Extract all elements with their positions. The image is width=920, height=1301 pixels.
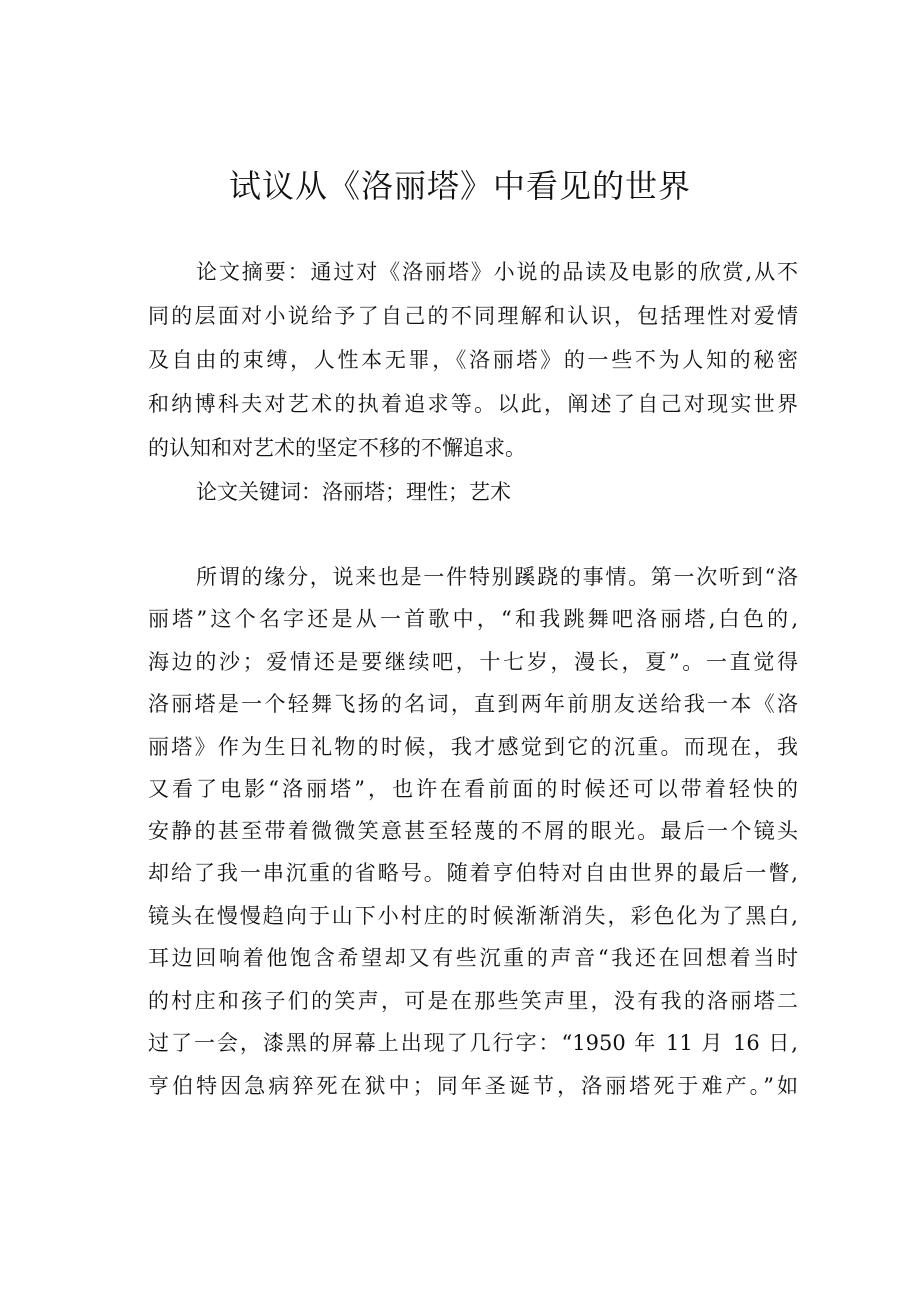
- body-line: 镜头在慢慢趋向于山下小村庄的时候渐渐消失，彩色化为了黑白,: [148, 904, 798, 928]
- abstract-line: 论文摘要：通过对《洛丽塔》小说的品读及电影的欣赏,从不: [196, 260, 798, 284]
- body-line: 洛丽塔是一个轻舞飞扬的名词，直到两年前朋友送给我一本《洛: [148, 692, 798, 716]
- body-line: 耳边回响着他饱含希望却又有些沉重的声音“我还在回想着当时: [148, 946, 798, 970]
- body-line: 所谓的缘分，说来也是一件特别蹊跷的事情。第一次听到“洛: [196, 565, 798, 589]
- abstract-line: 同的层面对小说给予了自己的不同理解和认识，包括理性对爱情: [148, 304, 798, 328]
- body-line: 过了一会，漆黑的屏幕上出现了几行字：“1950 年 11 月 16 日,: [148, 1031, 798, 1055]
- abstract-line: 和纳博科夫对艺术的执着追求等。以此，阐述了自己对现实世界: [148, 392, 798, 416]
- body-line: 却给了我一串沉重的省略号。随着亨伯特对自由世界的最后一瞥,: [148, 861, 798, 885]
- body-line: 又看了电影“洛丽塔”，也许在看前面的时候还可以带着轻快的: [148, 777, 798, 801]
- body-line: 安静的甚至带着微微笑意甚至轻蔑的不屑的眼光。最后一个镜头: [148, 819, 798, 843]
- document-title: 试议从《洛丽塔》中看见的世界: [228, 167, 691, 205]
- body-line: 海边的沙；爱情还是要继续吧，十七岁，漫长，夏”。一直觉得: [148, 650, 798, 674]
- keywords-line: 论文关键词：洛丽塔；理性；艺术: [196, 480, 511, 504]
- body-line: 丽塔》作为生日礼物的时候，我才感觉到它的沉重。而现在，我: [148, 735, 798, 759]
- body-line: 亨伯特因急病猝死在狱中；同年圣诞节，洛丽塔死于难产。”如: [148, 1074, 798, 1098]
- body-line: 的村庄和孩子们的笑声，可是在那些笑声里，没有我的洛丽塔二: [148, 989, 798, 1013]
- abstract-line: 及自由的束缚，人性本无罪，《洛丽塔》的一些不为人知的秘密: [148, 348, 798, 372]
- body-line: 丽塔”这个名字还是从一首歌中，“和我跳舞吧洛丽塔,白色的,: [148, 607, 798, 631]
- abstract-line: 的认知和对艺术的坚定不移的不懈追求。: [148, 436, 526, 460]
